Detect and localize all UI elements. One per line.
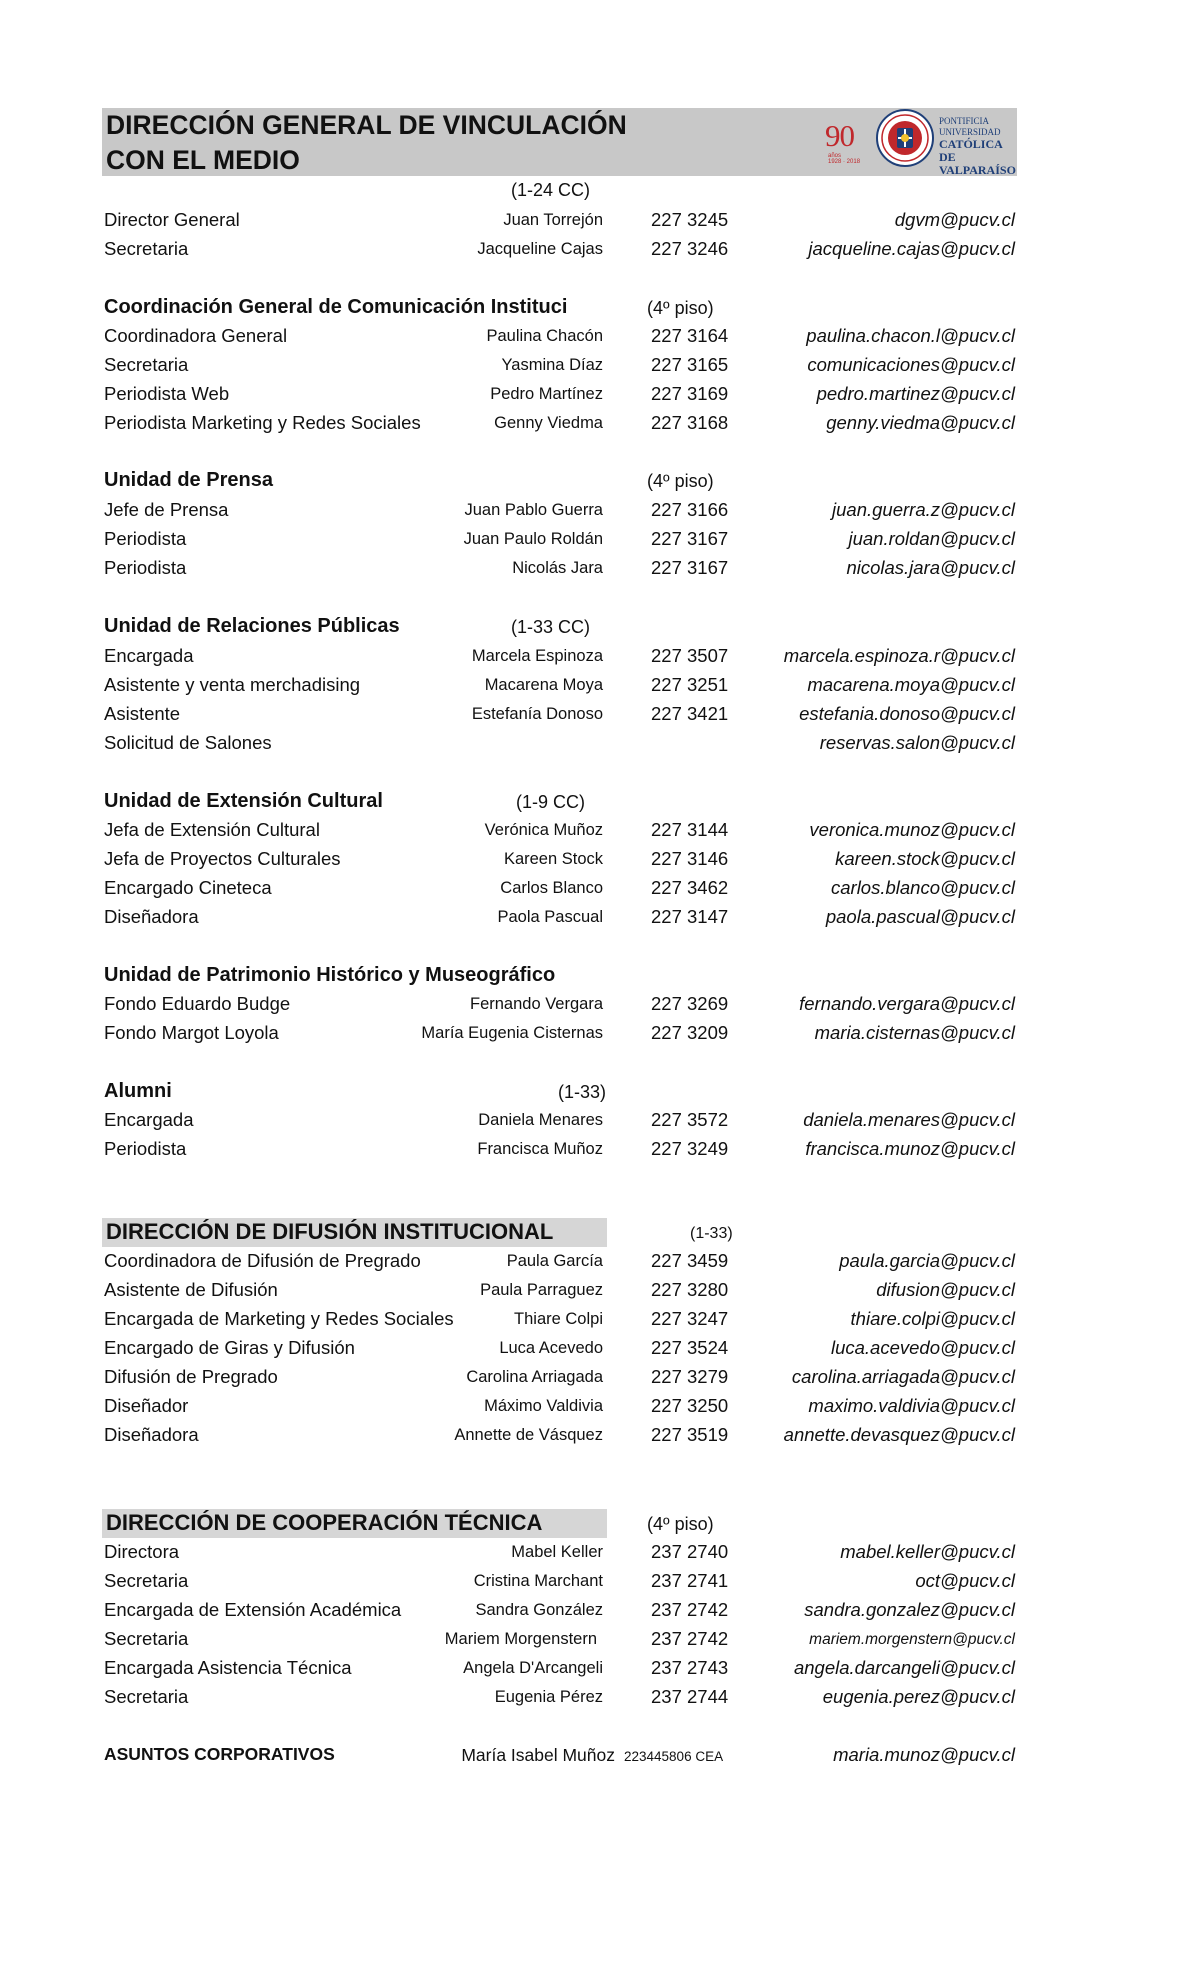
person-name: Francisca Muñoz xyxy=(477,1140,603,1158)
role: Coordinadora de Difusión de Pregrado xyxy=(104,1250,421,1271)
email-link[interactable]: dgvm@pucv.cl xyxy=(894,209,1015,230)
person-name: María Isabel Muñoz xyxy=(461,1745,615,1765)
section-title: Unidad de Relaciones Públicas xyxy=(104,615,400,637)
phone: 227 3146 xyxy=(651,848,729,869)
person-name: Pedro Martínez xyxy=(490,385,603,403)
email-link[interactable]: mariem.morgenstern@pucv.cl xyxy=(809,1631,1015,1648)
role: Secretaria xyxy=(104,238,189,259)
email-link[interactable]: carlos.blanco@pucv.cl xyxy=(831,877,1015,898)
table-row xyxy=(0,325,1200,352)
table-row xyxy=(0,528,1200,555)
section-location: (1-33 CC) xyxy=(511,617,591,637)
header-location: (1-24 CC) xyxy=(511,180,591,200)
role: Periodista xyxy=(104,528,187,549)
role: Director General xyxy=(104,209,240,230)
email-link[interactable]: luca.acevedo@pucv.cl xyxy=(830,1337,1015,1358)
section-location: (4º piso) xyxy=(647,471,714,491)
email-link[interactable]: macarena.moya@pucv.cl xyxy=(807,674,1015,695)
email-link[interactable]: juan.roldan@pucv.cl xyxy=(848,528,1015,549)
person-name: Juan Torrejón xyxy=(503,211,603,229)
email-link[interactable]: oct@pucv.cl xyxy=(915,1570,1015,1591)
person-name: Juan Pablo Guerra xyxy=(464,501,603,519)
phone: 227 3459 xyxy=(651,1250,729,1271)
person-name: Genny Viedma xyxy=(494,414,603,432)
role: Diseñadora xyxy=(104,1424,199,1445)
role: Encargada xyxy=(104,1109,194,1130)
email-link[interactable]: daniela.menares@pucv.cl xyxy=(803,1109,1015,1130)
phone: 237 2743 xyxy=(651,1657,729,1678)
email-link[interactable]: veronica.munoz@pucv.cl xyxy=(809,819,1015,840)
email-link[interactable]: marcela.espinoza.r@pucv.cl xyxy=(783,645,1015,666)
table-row xyxy=(0,1628,1200,1655)
section-title: DIRECCIÓN DE COOPERACIÓN TÉCNICA xyxy=(106,1510,543,1535)
title-line-1: DIRECCIÓN GENERAL DE VINCULACIÓN xyxy=(106,110,627,140)
email-link[interactable]: mabel.keller@pucv.cl xyxy=(840,1541,1015,1562)
email-link[interactable]: thiare.colpi@pucv.cl xyxy=(850,1308,1015,1329)
phone: 227 3249 xyxy=(651,1138,729,1159)
role: Secretaria xyxy=(104,1628,189,1649)
person-name: Yasmina Díaz xyxy=(501,356,603,374)
person-name: Angela D'Arcangeli xyxy=(463,1659,603,1677)
role: Jefa de Proyectos Culturales xyxy=(104,848,341,869)
email-link[interactable]: francisca.munoz@pucv.cl xyxy=(805,1138,1015,1159)
phone: 227 3421 xyxy=(651,703,729,724)
table-row xyxy=(0,1744,1200,1771)
phone: 227 3147 xyxy=(651,906,729,927)
phone: 237 2742 xyxy=(651,1599,729,1620)
role: Asistente y venta merchadising xyxy=(104,674,361,695)
table-row xyxy=(0,557,1200,584)
table-row xyxy=(0,877,1200,904)
table-row xyxy=(0,645,1200,672)
seal-icon xyxy=(875,108,935,168)
table-row xyxy=(0,412,1200,439)
email-link[interactable]: annette.devasquez@pucv.cl xyxy=(783,1424,1015,1445)
person-name: Carolina Arriagada xyxy=(466,1368,603,1386)
table-row xyxy=(0,703,1200,730)
role: Directora xyxy=(104,1541,180,1562)
email-link[interactable]: paulina.chacon.l@pucv.cl xyxy=(806,325,1015,346)
phone: 227 3251 xyxy=(651,674,729,695)
email-link[interactable]: kareen.stock@pucv.cl xyxy=(835,848,1015,869)
phone: 227 3166 xyxy=(651,499,729,520)
table-row xyxy=(0,238,1200,265)
table-row xyxy=(0,1541,1200,1568)
section-title: Unidad de Extensión Cultural xyxy=(104,790,383,812)
role: Secretaria xyxy=(104,1570,189,1591)
table-row xyxy=(0,1022,1200,1049)
section-location: (4º piso) xyxy=(647,298,714,318)
phone: 227 3247 xyxy=(651,1308,729,1329)
section-title: Alumni xyxy=(104,1080,172,1102)
role: Encargado Cineteca xyxy=(104,877,272,898)
table-row xyxy=(0,1279,1200,1306)
email-link[interactable]: maximo.valdivia@pucv.cl xyxy=(808,1395,1015,1416)
role: Difusión de Pregrado xyxy=(104,1366,278,1387)
role: Periodista xyxy=(104,557,187,578)
table-row xyxy=(0,1570,1200,1597)
table-row xyxy=(0,732,1200,759)
email-link[interactable]: maria.munoz@pucv.cl xyxy=(833,1744,1015,1765)
role: Asistente de Difusión xyxy=(104,1279,278,1300)
email-link[interactable]: carolina.arriagada@pucv.cl xyxy=(791,1366,1015,1387)
table-row xyxy=(0,1337,1200,1364)
email-link[interactable]: genny.viedma@pucv.cl xyxy=(826,412,1015,433)
person-name: Mariem Morgenstern xyxy=(444,1630,597,1648)
phone: 227 3519 xyxy=(651,1424,729,1445)
role: Encargada xyxy=(104,645,194,666)
university-logo xyxy=(825,104,1020,177)
phone: 237 2741 xyxy=(651,1570,729,1591)
table-row xyxy=(0,1599,1200,1626)
table-row xyxy=(0,1109,1200,1136)
phone: 227 3280 xyxy=(651,1279,729,1300)
university-name: PONTIFICIA UNIVERSIDAD CATÓLICA DE VALPARAÍSO xyxy=(939,116,1016,177)
person-name: Estefanía Donoso xyxy=(471,705,603,723)
phone: 227 3250 xyxy=(651,1395,729,1416)
page-title xyxy=(106,108,706,178)
section-title: Unidad de Prensa xyxy=(104,469,273,491)
role: Encargada Asistencia Técnica xyxy=(104,1657,352,1678)
phone: 223445806 CEA xyxy=(624,1749,724,1764)
person-name: Paulina Chacón xyxy=(486,327,603,345)
table-row xyxy=(0,819,1200,846)
table-row xyxy=(0,1657,1200,1684)
role: Coordinadora General xyxy=(104,325,288,346)
person-name: Sandra González xyxy=(475,1601,603,1619)
table-row xyxy=(0,1366,1200,1393)
section-location: (1-33) xyxy=(690,1225,733,1242)
role: Jefe de Prensa xyxy=(104,499,229,520)
person-name: Thiare Colpi xyxy=(514,1310,603,1328)
role: Fondo Eduardo Budge xyxy=(104,993,291,1014)
role: Diseñador xyxy=(104,1395,189,1416)
email-link[interactable]: eugenia.perez@pucv.cl xyxy=(822,1686,1015,1707)
role: Encargado de Giras y Difusión xyxy=(104,1337,355,1358)
email-link[interactable]: reservas.salon@pucv.cl xyxy=(819,732,1015,753)
email-link[interactable]: angela.darcangeli@pucv.cl xyxy=(793,1657,1015,1678)
person-name: Daniela Menares xyxy=(478,1111,603,1129)
email-link[interactable]: estefania.donoso@pucv.cl xyxy=(799,703,1015,724)
email-link[interactable]: juan.guerra.z@pucv.cl xyxy=(832,499,1015,520)
person-name: Jacqueline Cajas xyxy=(477,240,603,258)
role: Secretaria xyxy=(104,1686,189,1707)
role: Jefa de Extensión Cultural xyxy=(104,819,320,840)
email-link[interactable]: paola.pascual@pucv.cl xyxy=(825,906,1015,927)
phone: 227 3269 xyxy=(651,993,729,1014)
phone: 227 3167 xyxy=(651,557,729,578)
phone: 237 2744 xyxy=(651,1686,729,1707)
phone: 227 3164 xyxy=(651,325,729,346)
table-row xyxy=(0,1424,1200,1451)
section-location: (1-33) xyxy=(558,1082,607,1102)
phone: 237 2742 xyxy=(651,1628,729,1649)
email-link[interactable]: jacqueline.cajas@pucv.cl xyxy=(808,238,1015,259)
table-row xyxy=(0,209,1200,236)
person-name: Marcela Espinoza xyxy=(471,647,603,665)
anniversary-number: 90 xyxy=(825,118,854,153)
person-name: Verónica Muñoz xyxy=(484,821,603,839)
person-name: María Eugenia Cisternas xyxy=(421,1024,603,1042)
phone: 227 3165 xyxy=(651,354,729,375)
person-name: Paula Parraguez xyxy=(480,1281,603,1299)
person-name: Eugenia Pérez xyxy=(494,1688,603,1706)
phone: 227 3507 xyxy=(651,645,729,666)
table-row xyxy=(0,674,1200,701)
section-title: DIRECCIÓN DE DIFUSIÓN INSTITUCIONAL xyxy=(106,1219,554,1244)
section-location: (1-9 CC) xyxy=(516,792,586,812)
role: Asistente xyxy=(104,703,181,724)
section-location: (4º piso) xyxy=(647,1514,714,1534)
person-name: Máximo Valdivia xyxy=(484,1397,603,1415)
email-link[interactable]: maria.cisternas@pucv.cl xyxy=(814,1022,1015,1043)
email-link[interactable]: sandra.gonzalez@pucv.cl xyxy=(804,1599,1015,1620)
email-link[interactable]: nicolas.jara@pucv.cl xyxy=(846,557,1015,578)
role: Secretaria xyxy=(104,354,189,375)
person-name: Mabel Keller xyxy=(511,1543,603,1561)
phone: 227 3572 xyxy=(651,1109,729,1130)
role: Periodista xyxy=(104,1138,187,1159)
title-line-2: CON EL MEDIO xyxy=(106,145,300,175)
person-name: Paula García xyxy=(506,1252,603,1270)
table-row xyxy=(0,1250,1200,1277)
person-name: Kareen Stock xyxy=(503,850,603,868)
anniversary-label: años 1928 · 2018 xyxy=(828,153,861,165)
phone: 237 2740 xyxy=(651,1541,729,1562)
role: Encargada de Extensión Académica xyxy=(104,1599,402,1620)
email-link[interactable]: fernando.vergara@pucv.cl xyxy=(799,993,1015,1014)
table-row xyxy=(0,1686,1200,1713)
person-name: Macarena Moya xyxy=(484,676,603,694)
table-row xyxy=(0,906,1200,933)
phone: 227 3279 xyxy=(651,1366,729,1387)
table-row xyxy=(0,848,1200,875)
person-name: Juan Paulo Roldán xyxy=(463,530,603,548)
table-row xyxy=(0,383,1200,410)
role: Periodista Marketing y Redes Sociales xyxy=(104,412,421,433)
role: Fondo Margot Loyola xyxy=(104,1022,279,1043)
phone: 227 3245 xyxy=(651,209,729,230)
phone: 227 3462 xyxy=(651,877,729,898)
person-name: Luca Acevedo xyxy=(499,1339,603,1357)
section-title: Unidad de Patrimonio Histórico y Museográfico xyxy=(104,964,556,986)
email-link[interactable]: paula.garcia@pucv.cl xyxy=(839,1250,1015,1271)
role: Solicitud de Salones xyxy=(104,732,272,753)
phone: 227 3144 xyxy=(651,819,729,840)
section-title: ASUNTOS CORPORATIVOS xyxy=(104,1744,335,1764)
table-row xyxy=(0,1308,1200,1335)
email-link[interactable]: difusion@pucv.cl xyxy=(876,1279,1015,1300)
table-row xyxy=(0,993,1200,1020)
role: Diseñadora xyxy=(104,906,199,927)
table-row xyxy=(0,1138,1200,1165)
email-link[interactable]: comunicaciones@pucv.cl xyxy=(807,354,1015,375)
table-row xyxy=(0,1395,1200,1422)
phone: 227 3167 xyxy=(651,528,729,549)
phone: 227 3524 xyxy=(651,1337,729,1358)
section-title: Coordinación General de Comunicación Instituci xyxy=(104,296,568,318)
role: Periodista Web xyxy=(104,383,230,404)
role: Encargada de Marketing y Redes Sociales xyxy=(104,1308,454,1329)
person-name: Cristina Marchant xyxy=(473,1572,603,1590)
phone: 227 3209 xyxy=(651,1022,729,1043)
phone: 227 3168 xyxy=(651,412,729,433)
person-name: Paola Pascual xyxy=(497,908,603,926)
person-name: Annette de Vásquez xyxy=(454,1426,603,1444)
table-row xyxy=(0,499,1200,526)
phone: 227 3246 xyxy=(651,238,729,259)
person-name: Nicolás Jara xyxy=(512,559,603,577)
table-row xyxy=(0,354,1200,381)
phone: 227 3169 xyxy=(651,383,729,404)
person-name: Carlos Blanco xyxy=(500,879,603,897)
email-link[interactable]: pedro.martinez@pucv.cl xyxy=(816,383,1015,404)
person-name: Fernando Vergara xyxy=(469,995,603,1013)
